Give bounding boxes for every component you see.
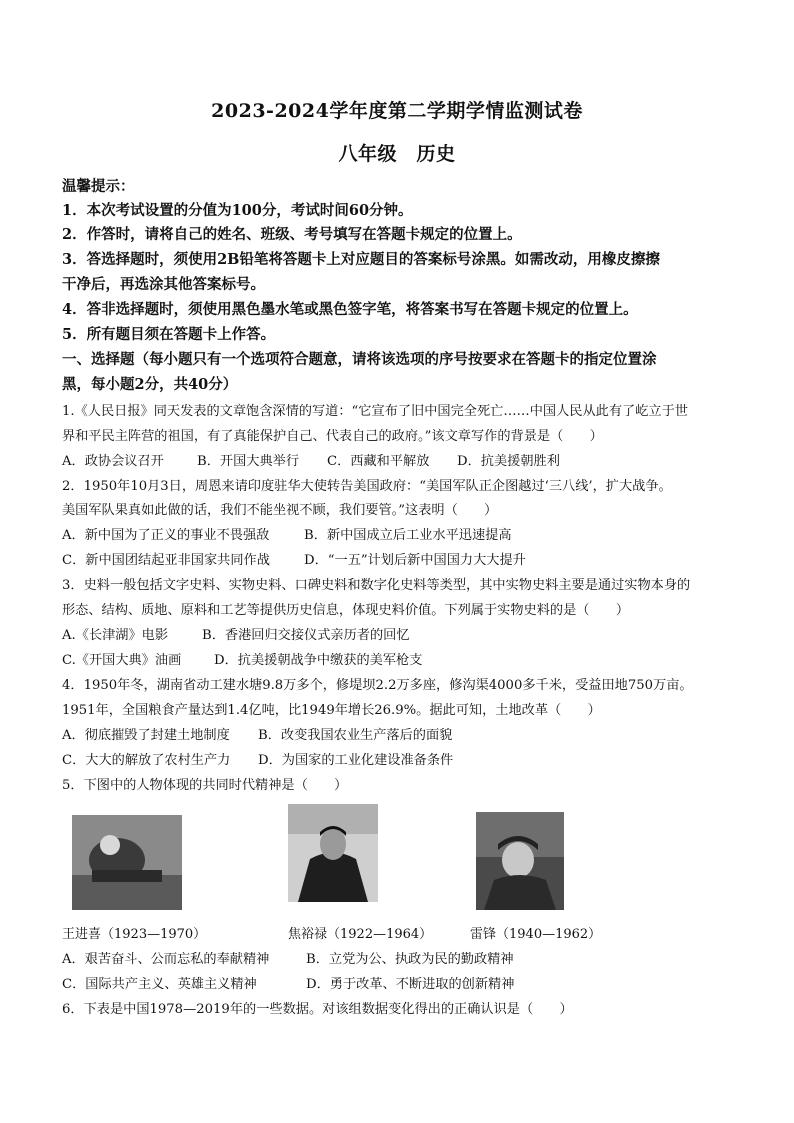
- question-2-options: [62, 524, 512, 543]
- photo-jiao-yulu-icon: [288, 804, 378, 902]
- option-c[interactable]: C．新中国团结起亚非国家共同作战: [62, 553, 270, 568]
- question-4-options: [62, 749, 453, 768]
- portrait-photo-icon: [288, 804, 378, 902]
- option-c[interactable]: C．国际共产主义、英雄主义精神: [62, 977, 257, 992]
- option-a[interactable]: A．新中国为了正义的事业不畏强敌: [62, 528, 270, 543]
- question-4-stem: 4．1950年冬，湖南省动工建水塘9.8万多个，修堤坝2.2万多座，修沟渠4000多千米，受益田地750万亩。: [62, 678, 693, 693]
- option-b[interactable]: B．立党为公、执政为民的勤政精神: [306, 952, 514, 967]
- tip-item: 4．答非选择题时，须使用黑色墨水笔或黑色签字笔，将答案书写在答题卡规定的位置上。: [62, 301, 638, 318]
- option-c[interactable]: C.《开国大典》油画: [62, 653, 182, 668]
- option-c[interactable]: C．大大的解放了农村生产力: [62, 753, 231, 768]
- photo-caption: 雷锋（1940—1962）: [470, 927, 602, 942]
- option-d[interactable]: D．勇于改革、不断进取的创新精神: [306, 977, 515, 992]
- tip-item: 1．本次考试设置的分值为100分，考试时间60分钟。: [62, 202, 413, 219]
- tip-item: 3．答选择题时，须使用2B铅笔将答题卡上对应题目的答案标号涂黑。如需改动，用橡皮擦擦: [62, 251, 660, 268]
- portrait-photo-icon: [72, 815, 182, 910]
- photo-lei-feng-icon: [476, 812, 564, 910]
- question-3-options: [62, 624, 410, 643]
- question-5-options: [62, 973, 514, 992]
- section-heading: 黑，每小题2分，共40分）: [62, 376, 238, 393]
- option-b[interactable]: B．香港回归交接仪式亲历者的回忆: [202, 628, 410, 643]
- question-4-options: [62, 724, 452, 743]
- option-a[interactable]: A．艰苦奋斗、公而忘私的奉献精神: [62, 952, 270, 967]
- question-2-stem: 美国军队果真如此做的话，我们不能坐视不顾，我们要管。”这表明（ ）: [62, 503, 498, 518]
- option-b[interactable]: B．新中国成立后工业水平迅速提高: [304, 528, 512, 543]
- question-2-stem: 2．1950年10月3日，周恩来请印度驻华大使转告美国政府：“美国军队正企图越过‘三八线’，扩大战争。: [62, 479, 672, 494]
- question-3-options: [62, 649, 422, 668]
- option-d[interactable]: D．“一五”计划后新中国国力大大提升: [304, 553, 526, 568]
- option-b[interactable]: B．改变我国农业生产落后的面貌: [258, 728, 453, 743]
- question-1-options: [62, 450, 560, 469]
- section-heading: 一、选择题（每小题只有一个选项符合题意，请将该选项的序号按要求在答题卡的指定位置涂: [62, 351, 657, 368]
- option-a[interactable]: A.《长津湖》电影: [62, 628, 169, 643]
- question-2-options: [62, 549, 526, 568]
- portrait-photo-icon: [476, 812, 564, 910]
- question-1-stem: 1.《人民日报》同天发表的文章饱含深情的写道：“它宣布了旧中国完全死亡……中国人民从此有了屹立于世: [62, 404, 688, 419]
- photo-caption: 焦裕禄（1922—1964）: [288, 927, 433, 942]
- option-d[interactable]: D．抗美援朝战争中缴获的美军枪支: [214, 653, 423, 668]
- question-3-stem: 形态、结构、质地、原料和工艺等提供历史信息，体现史料价值。下列属于实物史料的是（ ）: [62, 603, 630, 618]
- exam-subtitle: 八年级 历史: [338, 143, 456, 165]
- option-d[interactable]: D．抗美援朝胜利: [457, 454, 560, 469]
- option-a[interactable]: A．彻底摧毁了封建土地制度: [62, 728, 230, 743]
- option-c[interactable]: C．西藏和平解放: [327, 454, 430, 469]
- question-3-stem: 3．史料一般包括文字史料、实物史料、口碑史料和数字化史料等类型，其中实物史料主要是通过实物本身的: [62, 578, 691, 593]
- question-6-stem: 6．下表是中国1978—2019年的一些数据。对该组数据变化得出的正确认识是（ ）: [62, 1002, 573, 1017]
- exam-title: 2023-2024学年度第二学期学情监测试卷: [211, 100, 583, 122]
- photo-caption: 王进喜（1923—1970）: [62, 927, 207, 942]
- option-a[interactable]: A．政协会议召开: [62, 454, 164, 469]
- tip-item: 2．作答时，请将自己的姓名、班级、考号填写在答题卡规定的位置上。: [62, 226, 522, 243]
- tip-item: 干净后，再选涂其他答案标号。: [62, 276, 265, 293]
- tips-heading: 温馨提示：: [62, 178, 135, 195]
- question-5-stem: 5．下图中的人物体现的共同时代精神是（ ）: [62, 778, 348, 793]
- photo-wang-jinxi-icon: [72, 815, 182, 910]
- option-b[interactable]: B．开国大典举行: [197, 454, 300, 469]
- tip-item: 5．所有题目须在答题卡上作答。: [62, 326, 276, 343]
- question-1-stem: 界和平民主阵营的祖国，有了真能保护自己、代表自己的政府。”该文章写作的背景是（ ）: [62, 429, 603, 444]
- question-4-stem: 1951年，全国粮食产量达到1.4亿吨，比1949年增长26.9%。据此可知，土地改革（ ）: [62, 703, 601, 718]
- question-5-options: [62, 948, 514, 967]
- option-d[interactable]: D．为国家的工业化建设准备条件: [258, 753, 454, 768]
